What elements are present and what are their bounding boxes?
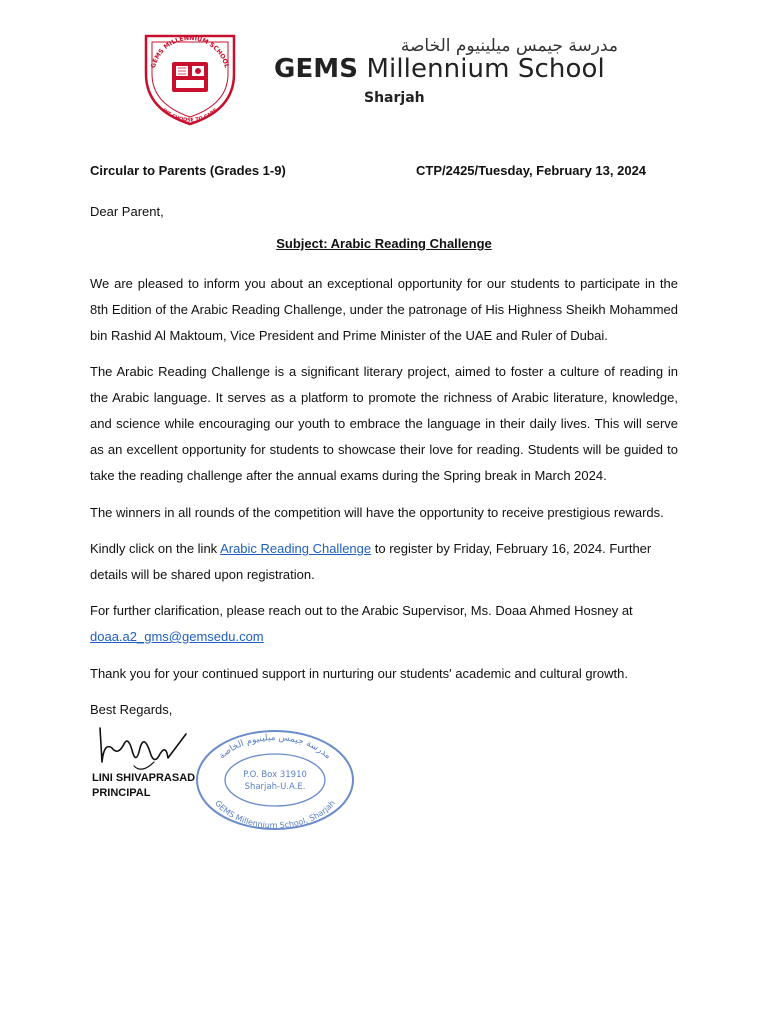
- school-stamp: [194, 728, 356, 832]
- paragraph-intro: We are pleased to inform you about an exceptional opportunity for our students to participate in the 8th Edition of the Arabic Reading Challenge, under the patronage of His Highness Sheikh Mohammed bin Rashid Al Maktoum, Vice President and Prime Minister of the UAE and Ruler of Dubai.: [90, 276, 678, 343]
- contact-text: For further clarification, please reach out to the Arabic Supervisor, Ms. Doaa Ahmed Hosney at: [90, 603, 633, 618]
- stamp-english-text: GEMS Millennium School, Sharjah: [213, 798, 337, 831]
- signatory-name: LINI SHIVAPRASAD: [92, 772, 196, 784]
- crest-top-text: GEMS MILLENNIUM SCHOOL: [149, 34, 231, 69]
- stamp-location: Sharjah-U.A.E.: [244, 782, 306, 792]
- stamp-arabic-text: مدرسة جيمس ميلينيوم الخاصة: [217, 732, 333, 762]
- salutation: Dear Parent,: [90, 204, 164, 219]
- school-crest-logo: [138, 24, 242, 128]
- arabic-reading-challenge-link[interactable]: Arabic Reading Challenge: [220, 541, 372, 556]
- circular-title: Circular to Parents (Grades 1-9): [90, 163, 286, 178]
- signatory-title: PRINCIPAL: [92, 787, 151, 799]
- closing-regards: Best Regards,: [90, 702, 173, 717]
- paragraph-rewards: The winners in all rounds of the competition will have the opportunity to receive prestigious rewards.: [90, 505, 664, 520]
- subject-heading: Subject: Arabic Reading Challenge: [276, 236, 492, 251]
- registration-text-after: to register by Friday, February 16, 2024. Further details will be shared upon registration.: [90, 541, 652, 582]
- school-name-rest: Millennium School: [358, 54, 605, 84]
- circular-reference: CTP/2425/Tuesday, February 13, 2024: [416, 163, 647, 178]
- signatory-block: [92, 771, 195, 801]
- school-name: [274, 54, 605, 84]
- paragraph-contact: [90, 598, 678, 650]
- stamp-po-box: P.O. Box 31910: [243, 770, 307, 780]
- paragraph-registration: [90, 536, 678, 588]
- school-city: Sharjah: [364, 90, 425, 106]
- registration-text-before: Kindly click on the link: [90, 541, 221, 556]
- contact-email-link[interactable]: doaa.a2_gms@gemsedu.com: [90, 629, 264, 644]
- school-name-bold: GEMS: [274, 54, 359, 84]
- paragraph-thanks: Thank you for your continued support in nurturing our students' academic and cultural growth.: [90, 666, 628, 681]
- paragraph-description: The Arabic Reading Challenge is a significant literary project, aimed to foster a culture of reading in the Arabic language. It serves as a platform to promote the richness of Arabic literature, knowledge, and science while encouraging our youth to embrace the language in their daily lives. This will serve as an excellent opportunity for students to showcase their love for reading. Students will be guided to take the reading challenge after the annual exams during the Spring break in March 2024.: [90, 364, 678, 483]
- school-name-arabic: مدرسة جيمس ميلينيوم الخاصة: [400, 36, 618, 56]
- crest-motto: WE CHOOSE TO CARE: [161, 107, 219, 124]
